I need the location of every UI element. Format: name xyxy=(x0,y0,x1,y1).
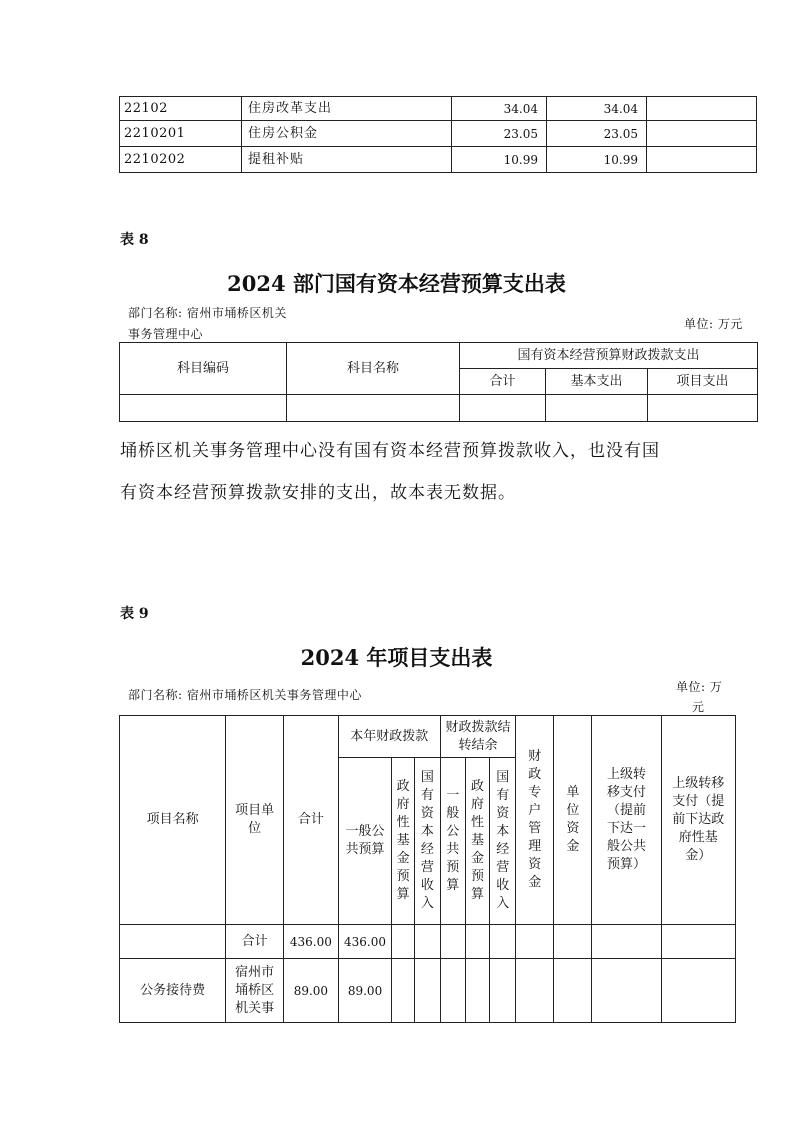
header-text: 本 xyxy=(420,824,434,839)
header-text: 收 xyxy=(420,878,434,893)
empty-cell xyxy=(661,925,735,959)
subject-code: 2210201 xyxy=(120,121,242,147)
table-row xyxy=(120,97,757,121)
header-text: （提前 xyxy=(607,803,647,818)
header-text: 基 xyxy=(470,833,484,848)
table-9-title: 2024 年项目支出表 xyxy=(300,645,493,670)
header-text: 财 xyxy=(528,749,542,764)
header-text: 府 xyxy=(470,797,484,812)
header-text: 共 xyxy=(446,842,460,857)
table-9-dept: 部门名称: 宿州市埇桥区机关事务管理中心 xyxy=(128,688,362,702)
empty-cell xyxy=(592,925,661,959)
table-row xyxy=(120,925,736,959)
empty-cell xyxy=(647,97,757,121)
header-total: 合计 xyxy=(284,716,339,925)
amount-cell: 10.99 xyxy=(452,147,547,173)
header-text: 府性基 xyxy=(678,830,718,845)
subject-name: 住房公积金 xyxy=(242,121,452,147)
header-project: 项目支出 xyxy=(648,369,758,395)
state-capital-budget-table xyxy=(119,342,758,422)
header-text: 位 xyxy=(248,821,262,836)
empty-cell xyxy=(465,959,490,1023)
table-9-unit-line2: 元 xyxy=(692,700,705,714)
table-row xyxy=(120,121,757,147)
subject-name: 提租补贴 xyxy=(242,147,452,173)
empty-cell xyxy=(554,925,592,959)
header-gov-fund xyxy=(392,758,415,925)
header-transfer-general xyxy=(592,716,661,925)
header-text: 一般公 xyxy=(345,824,385,839)
note-line2: 有资本经营预算拨款安排的支出，故本表无数据。 xyxy=(120,483,516,503)
empty-cell xyxy=(460,395,546,422)
header-text: 位 xyxy=(566,803,580,818)
header-text: 宿州市 xyxy=(235,964,275,980)
header-text: 金） xyxy=(685,848,712,863)
header-text: 国 xyxy=(420,770,434,785)
header-text: 支付（提 xyxy=(672,794,725,809)
header-co-general xyxy=(440,758,465,925)
header-text: 转结余 xyxy=(458,737,498,753)
empty-cell xyxy=(490,925,516,959)
empty-cell xyxy=(516,959,554,1023)
empty-cell xyxy=(120,395,287,422)
row-total: 89.00 xyxy=(284,959,339,1023)
header-text: 金 xyxy=(470,851,484,866)
amount-cell: 10.99 xyxy=(547,147,647,173)
empty-cell xyxy=(554,959,592,1023)
empty-cell xyxy=(465,925,490,959)
header-text: 算 xyxy=(470,887,484,902)
subject-code: 22102 xyxy=(120,97,242,121)
row-unit: 合计 xyxy=(226,925,284,959)
table-row xyxy=(120,959,736,1023)
table-8-title: 2024 部门国有资本经营预算支出表 xyxy=(227,271,566,296)
amount-cell: 23.05 xyxy=(547,121,647,147)
header-text: 资 xyxy=(496,806,510,821)
header-text: 入 xyxy=(496,896,510,911)
header-text: 资 xyxy=(528,857,542,872)
header-text: 项目单 xyxy=(235,803,275,818)
header-text: 有 xyxy=(420,788,434,803)
row-general: 436.00 xyxy=(338,925,392,959)
header-total: 合计 xyxy=(460,369,546,395)
amount-cell: 34.04 xyxy=(452,97,547,121)
header-text: 性 xyxy=(396,815,410,830)
table-8-dept-line1: 部门名称: 宿州市埇桥区机关 xyxy=(128,306,287,320)
table-row xyxy=(120,395,758,422)
project-expenditure-table xyxy=(119,715,736,1023)
header-text: 预 xyxy=(396,869,410,884)
table-9-unit-line1: 单位: 万 xyxy=(676,680,723,694)
header-general-budget xyxy=(338,758,392,925)
header-text: 公 xyxy=(446,824,460,839)
header-text: 理 xyxy=(528,839,542,854)
subject-name: 住房改革支出 xyxy=(242,97,452,121)
empty-cell xyxy=(440,925,465,959)
header-text: 般公共 xyxy=(607,839,647,854)
header-text: 政 xyxy=(396,779,410,794)
header-text: 收 xyxy=(496,878,510,893)
header-special xyxy=(516,716,554,925)
header-text: 国 xyxy=(496,770,510,785)
header-text: 资 xyxy=(420,806,434,821)
empty-cell xyxy=(415,925,441,959)
header-text: 基 xyxy=(396,833,410,848)
row-general: 89.00 xyxy=(338,959,392,1023)
header-co-state-capital xyxy=(490,758,516,925)
header-text: 一 xyxy=(446,788,460,803)
header-text: 有 xyxy=(496,788,510,803)
header-text: 预 xyxy=(446,860,460,875)
header-subject-name: 科目名称 xyxy=(287,343,460,395)
header-text: 机关事 xyxy=(235,1000,275,1016)
empty-cell xyxy=(440,959,465,1023)
header-text: 政 xyxy=(528,767,542,782)
header-carryover xyxy=(440,716,515,758)
header-text: 共预算 xyxy=(345,842,385,857)
header-text: 财政拨款结 xyxy=(445,719,511,735)
header-text: 专 xyxy=(528,785,542,800)
amount-cell: 34.04 xyxy=(547,97,647,121)
header-transfer-fund xyxy=(661,716,735,925)
empty-cell xyxy=(490,959,516,1023)
header-text: 府 xyxy=(396,797,410,812)
header-co-gov-fund xyxy=(465,758,490,925)
header-text: 算 xyxy=(446,878,460,893)
empty-cell xyxy=(392,959,415,1023)
header-text: 埇桥区 xyxy=(235,982,275,998)
empty-cell xyxy=(546,395,648,422)
header-project-name: 项目名称 xyxy=(120,716,226,925)
header-text: 经 xyxy=(496,842,510,857)
header-text: 资 xyxy=(566,821,580,836)
empty-cell xyxy=(516,925,554,959)
header-text: 户 xyxy=(528,803,542,818)
header-group: 国有资本经营预算财政拨款支出 xyxy=(460,343,758,369)
empty-cell xyxy=(392,925,415,959)
empty-cell xyxy=(647,121,757,147)
header-subject-code: 科目编码 xyxy=(120,343,287,395)
row-project-name: 公务接待费 xyxy=(120,959,226,1023)
budget-continuation-table xyxy=(119,96,757,173)
header-current-year: 本年财政拨款 xyxy=(338,716,440,758)
header-text: 算 xyxy=(396,887,410,902)
note-line1: 埇桥区机关事务管理中心没有国有资本经营预算拨款收入，也没有国 xyxy=(120,441,660,461)
subject-code: 2210202 xyxy=(120,147,242,173)
amount-cell: 23.05 xyxy=(452,121,547,147)
header-text: 预 xyxy=(470,869,484,884)
header-text: 本 xyxy=(496,824,510,839)
empty-cell xyxy=(647,147,757,173)
table-8-label: 表 8 xyxy=(120,232,149,248)
table-row xyxy=(120,147,757,173)
header-project-unit xyxy=(226,716,284,925)
header-text: 性 xyxy=(470,815,484,830)
header-text: 经 xyxy=(420,842,434,857)
table-8-dept-line2: 事务管理中心 xyxy=(128,327,204,341)
header-text: 单 xyxy=(566,785,580,800)
table-8-unit: 单位: 万元 xyxy=(684,317,743,331)
header-text: 营 xyxy=(496,860,510,875)
empty-cell xyxy=(592,959,661,1023)
header-basic: 基本支出 xyxy=(546,369,648,395)
empty-cell xyxy=(120,925,226,959)
header-text: 般 xyxy=(446,806,460,821)
row-unit xyxy=(226,959,284,1023)
empty-cell xyxy=(661,959,735,1023)
header-text: 上级转移 xyxy=(672,776,725,791)
empty-cell xyxy=(415,959,441,1023)
header-text: 管 xyxy=(528,821,542,836)
header-text: 预算） xyxy=(607,857,647,872)
header-text: 前下达政 xyxy=(672,812,725,827)
header-state-capital xyxy=(415,758,441,925)
header-text: 金 xyxy=(396,851,410,866)
empty-cell xyxy=(287,395,460,422)
header-text: 政 xyxy=(470,779,484,794)
header-text: 金 xyxy=(528,875,542,890)
header-unit-fund xyxy=(554,716,592,925)
header-text: 移支付 xyxy=(607,785,647,800)
header-text: 下达一 xyxy=(607,821,647,836)
header-text: 入 xyxy=(420,896,434,911)
header-text: 营 xyxy=(420,860,434,875)
table-9-label: 表 9 xyxy=(120,606,149,622)
empty-cell xyxy=(648,395,758,422)
header-text: 上级转 xyxy=(607,767,647,782)
row-total: 436.00 xyxy=(284,925,339,959)
header-text: 金 xyxy=(566,839,580,854)
